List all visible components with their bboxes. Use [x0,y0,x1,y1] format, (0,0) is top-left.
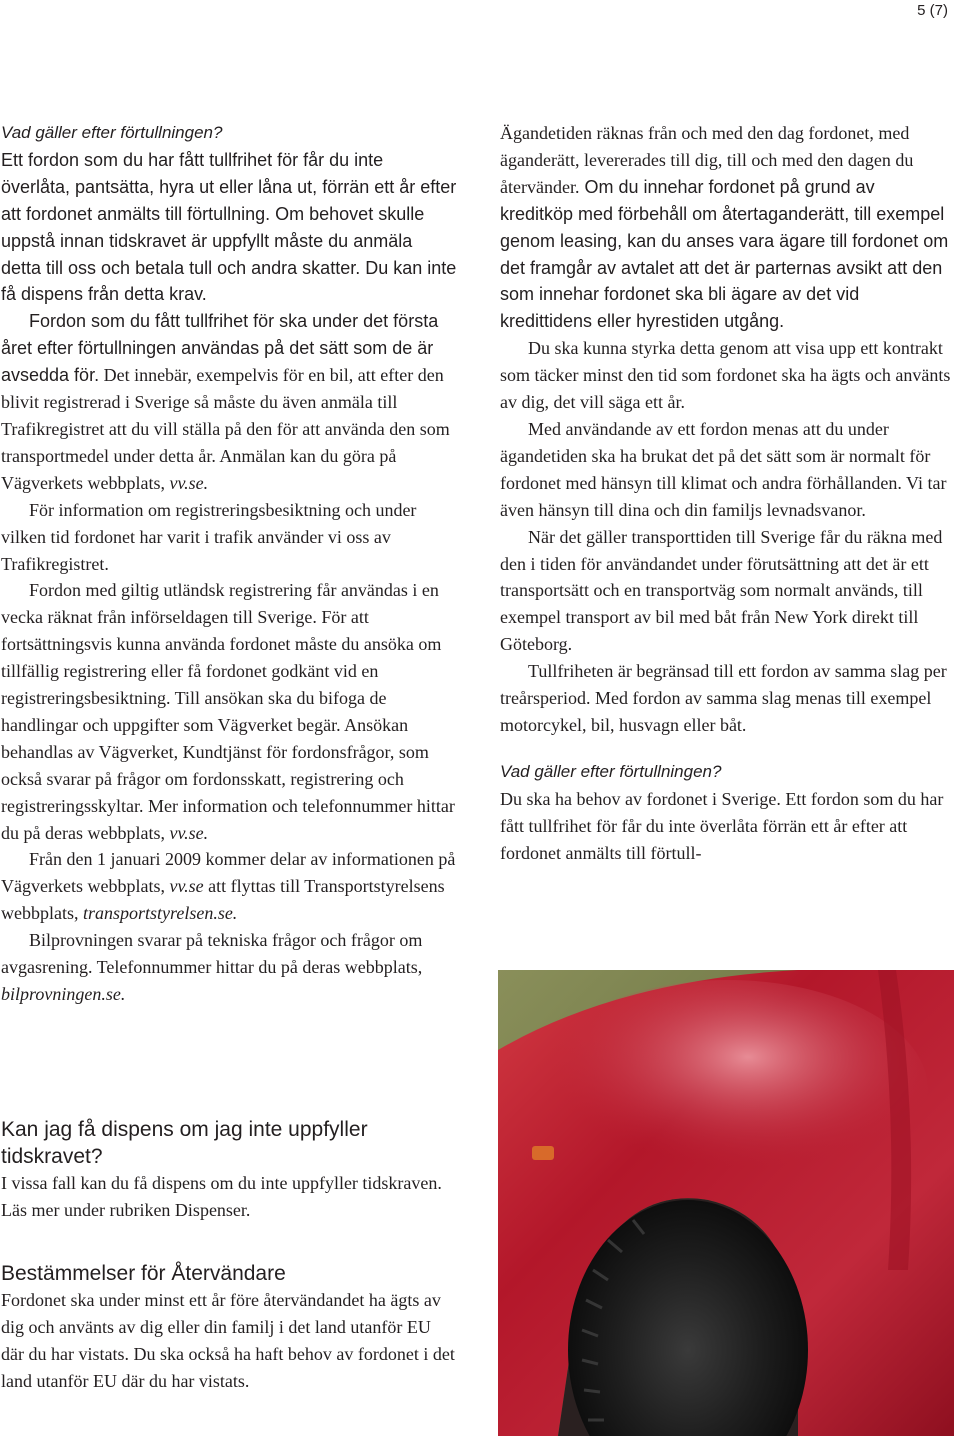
paragraph: När det gäller transporttiden till Sverige får du räkna med den i tiden för användandet under förutsättning att det är ett transportsätt och en transportväg som normalt används, till exempel transport av bil med båt från New York direkt till Göteborg. [500,526,943,655]
link-transportstyrelsen[interactable]: transportstyrelsen.se. [82,903,238,924]
paragraph [1,846,457,927]
paragraph-text: Fordon med giltig utländsk registrering får användas i en vecka räknat från införseldagen till Sverige. För att fortsättningsvis kunna använda fordonet måste du ansöka om tillfällig registrering eller få fordonet godkänt vid en registreringsbesiktning. Till ansökan ska du bifoga de handlingar och uppgifter som Vägverket begär. Ansökan behandlas av Vägverket, Kundtjänst för fordonsfrågor, som också svarar på frågor om fordonsskatt, registrering och registreringsskyltar. Mer information och telefonnummer hittar du på deras webbplats, [1,580,455,843]
paragraph [1,308,457,496]
link-vv-se[interactable]: vv.se [169,876,204,897]
paragraph: Med användande av ett fordon menas att du under ägandetiden ska ha brukat det på det sätt som är normalt för fordonet med hänsyn till klimat och andra förhållanden. Vi tar även hänsyn till dina och din familjs levnadsvanor. [500,418,947,520]
right-column [500,120,952,866]
section-subhead: Vad gäller efter förtullningen? [500,761,722,781]
page-number: 5 (7) [917,2,948,19]
section-subhead: Vad gäller efter förtullningen? [1,123,223,142]
link-vv-se[interactable]: vv.se. [169,472,209,493]
paragraph: För information om registreringsbesiktning och under vilken tid fordonet har varit i trafik använder vi oss av Trafikregistret. [1,499,417,574]
paragraph-text: Bilprovningen svarar på tekniska frågor och frågor om avgasrening. Telefonnummer hittar du på deras webbplats, [1,930,423,978]
section-bestammelser [1,1260,457,1395]
paragraph-text: Om du innehar fordonet på grund av kreditköp med förbehåll om återtaganderätt, till exempel genom leasing, kan du anses vara ägare till fordonet om det framgår av avtalet att det är parternas avsikt att den som innehar fordonet ska bli ägare av det vid kredittidens eller hyrestiden utgång. [500,176,949,332]
paragraph-text: Det innebär, exempelvis för en bil, att efter den blivit registrerad i Sverige så måste du även anmäla till Trafikregistret att du vill ställa på den för att använda den som transportmedel under detta år. Anmälan kan du göra på Vägverkets webbplats, [1,365,450,493]
paragraph: I vissa fall kan du få dispens om du inte uppfyller tidskraven. Läs mer under rubriken Dispenser. [1,1173,442,1220]
paragraph [1,927,457,1008]
paragraph: Ett fordon som du har fått tullfrihet för får du inte överlåta, pantsätta, hyra ut eller låna ut, förrän ett år efter att fordonet anmälts till förtullning. Om behovet skulle uppstå innan tidskravet är uppfyllt måste du anmäla detta till oss och betala tull och andra skatter. Du kan inte få dispens från detta krav. [1,149,457,305]
paragraph: Fordonet ska under minst ett år före återvändandet ha ägts av dig och använts av dig eller din familj i det land utanför EU där du har vistats. Du ska också ha haft behov av fordonet i det land utanför EU där du har vistats. [1,1290,455,1391]
paragraph-text: Från den 1 januari 2009 kommer delar av informationen på Vägverkets webbplats, [1,849,456,897]
paragraph: Du ska kunna styrka detta genom att visa upp ett kontrakt som täcker minst den tid som fordonet ska ha ägts och använts av dig, det vill säga ett år. [500,338,951,413]
link-bilprovningen[interactable]: bilprovningen.se. [1,984,126,1004]
section-heading: Kan jag få dispens om jag inte uppfyller tidskravet? [1,1118,368,1168]
paragraph: Du ska ha behov av fordonet i Sverige. Ett fordon som du har fått tullfrihet för får du inte överlåta förrän ett år efter att fordonet anmälts till förtull- [500,788,944,863]
paragraph-text: att flyttas till Transportstyrelsens webbplats, [1,876,445,924]
paragraph-text: Fordon som du fått tullfrihet för ska under det första året efter förtullningen användas på det sätt som de är avsedda för. [1,311,439,386]
paragraph [500,120,952,335]
paragraph [1,577,457,846]
section-heading: Bestämmelser för Återvändare [1,1262,286,1285]
left-column [1,120,457,1008]
link-vv-se[interactable]: vv.se. [169,822,209,843]
paragraph: Tullfriheten är begränsad till ett fordon av samma slag per treårsperiod. Med fordon av samma slag menas till exempel motorcykel, bil, husvagn eller båt. [500,661,947,735]
paragraph-text: Ägandetiden räknas från och med den dag fordonet, med äganderätt, levererades till dig, till och med den dagen du återvänder. [500,123,914,197]
section-dispens [1,1116,457,1224]
red-car-wheel-photo [498,970,954,1436]
